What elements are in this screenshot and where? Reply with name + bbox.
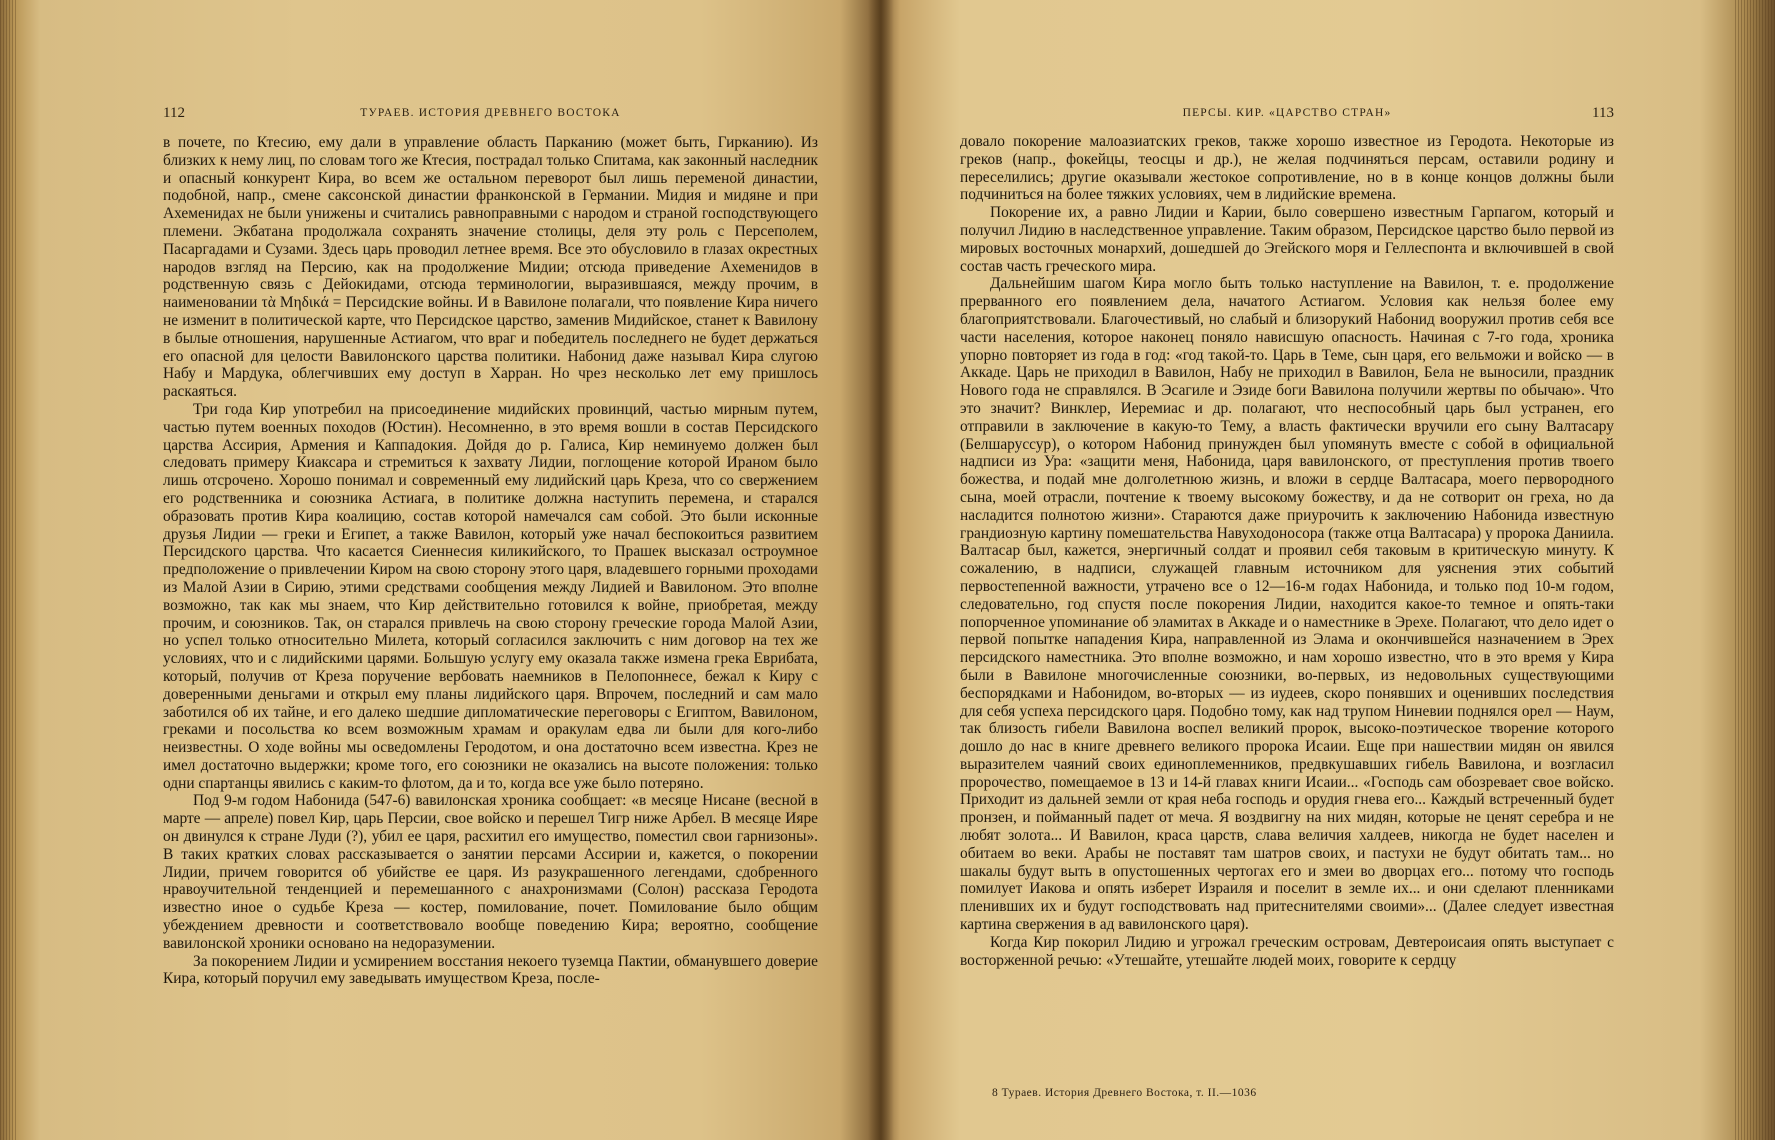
left-page-header	[163, 107, 818, 127]
right-paragraph-1: довало покорение малоазиатских греков, также хорошо известное из Геродота. Некоторые из греков (напр., фокейцы, теосцы и др.), не желая подчиняться персам, оставили родину и переселились; другие оказывали жестокое сопротивление, но в в конце концов должны были подчиниться на более тяжких условиях, чем в лидийские времена.	[960, 133, 1614, 204]
right-page-body	[960, 133, 1614, 969]
left-page-number: 112	[163, 105, 185, 121]
right-paragraph-2: Покорение их, а равно Лидии и Карии, было совершено известным Гарпагом, который и получил Лидию в наследственное управление. Таким образом, Персидское царство было первой из мировых восточных монархий, дошедшей до Эгейского моря и Геллеспонта и включившей в свой состав часть греческого мира.	[960, 204, 1614, 275]
right-paragraph-3: Дальнейшим шагом Кира могло быть только наступление на Вавилон, т. е. продолжение прерванного его появлением дела, начатого Астиагом. Условия как нельзя более ему благоприятствовали. Благочестивый, но слабый и близорукий Набонид вооружил против себя все части населения, которое наконец поняло нависшую опасность. Начиная с 7-го года, хроника упорно повторяет из года в год: «год такой-то. Царь в Теме, сын царя, его вельможи и войско — в Аккаде. Царь не приходил в Вавилон, Набу не приходил в Вавилон, Бела не выносили, праздник Нового года не справлялся. В Эсагиле и Эзиде боги Вавилона получили жертвы по обычаю». Что это значит? Винклер, Иеремиас и др. полагают, что неспособный царь был устранен, его отправили в заключение в какую-то Тему, а власть фактически вручили его сыну Валтасару (Белшаруссур), о котором Набонид принужден был упомянуть вместе с собой в официальной надписи из Ура: «защити меня, Набонида, царя вавилонского, от преступления против твоего божества, и подай мне долголетнюю жизнь, и вложи в сердце Валтасара, моего первородного сына, моей отрасли, почтение к твоему высокому божеству, и да не сотворит он греха, но да насладится полнотою жизни». Стараются даже приурочить к заключению Набонида известную грандиозную картину помешательства Навуходоносора (также отца Валтасара) у пророка Даниила. Валтасар был, кажется, энергичный солдат и проявил себя таковым в критическую минуту. К сожалению, в надписи, служащей главным источником для уяснения этих событий первостепенной важности, утрачено все о 12—16-м годах Набонида, и только под 10-м годом, следовательно, год спустя после покорения Лидии, находится какое-то темное и опять-таки попорченное упоминание об эламитах в Аккаде и о наместнике в Эрехе. Полагают, что дело идет о первой попытке нападения Кира, направленной из Элама и окончившейся назначением в Эрех персидского наместника. Это вполне возможно, и нам хорошо известно, что в это время у Кира были в Вавилоне многочисленные союзники, во-первых, из недовольных существующими беспорядками и Набонидом, во-вторых — из иудеев, скоро понявших и оценивших последствия для себя успеха персидского царя. Подобно тому, как над трупом Ниневии поднялся орел — Наум, так близость гибели Вавилона воспел великий пророк, высоко-поэтическое творение которого дошло до нас в книге древнего великого пророка Исаии. Еще при нашествии мидян он явился выразителем чаяний своих единоплеменников, предвкушавших гибель Вавилона, и возгласил пророчество, помещаемое в 13 и 14-й главах книги Исаии... «Господь сам обозревает свое войско. Приходит из дальней земли от края неба господь и орудия гнева его... Каждый встреченный будет пронзен, и пойманный падет от меча. Я воздвигну на них мидян, которые не ценят серебра и не любят золота... И Вавилон, краса царств, слава величия халдеев, никогда не будет населен и обитаем во веки. Арабы не поставят там шатров своих, и пастухи не будут обитать там... но шакалы будут выть в опустошенных чертогах его и змеи во дворцах его... потому что господь помилует Иакова и опять изберет Израиля и поселит в земле их... и они сделают пленниками пленивших их и будут господствовать над притеснителями своими»... (Далее следует известная картина свержения в ад вавилонского царя).	[960, 275, 1614, 934]
left-paragraph-2: Три года Кир употребил на присоединение мидийских провинций, частью мирным путем, частью путем военных походов (Юстин). Несомненно, в это время вошли в состав Персидского царства Ассирия, Армения и Каппадокия. Дойдя до р. Галиса, Кир неминуемо должен был следовать примеру Киаксара и стремиться к захвату Лидии, поглощение которой Ираном было лишь отсрочено. Хорошо понимал и современный ему лидийский царь Креза, что со свержением его родственника и союзника Астиага, в политике должна наступить перемена, и старался образовать против Кира коалицию, состав которой намечался сам собой. Это были исконные друзья Лидии — греки и Египет, а также Вавилон, который уже начал беспокоиться развитием Персидского царства. Что касается Сиеннесия киликийского, то Прашек высказал остроумное предположение о привлечении Киром на свою сторону этого царя, владевшего горными проходами из Малой Азии в Сирию, этими средствами сообщения между Лидией и Вавилоном. Это вполне возможно, так как мы знаем, что Кир действительно готовился к войне, приобретая, между прочим, и союзников. Так, он старался привлечь на свою сторону греческие города Малой Азии, но успел только относительно Милета, который согласился заключить с ним договор на тех же условиях, что и с лидийскими царями. Большую услугу ему оказала также измена грека Еврибата, который, получив от Креза поручение вербовать наемников в Пелопоннесе, бежал к Киру с доверенными деньгами и открыл ему планы лидийского царя. Впрочем, последний и сам мало заботился об их тайне, и его далеко шедшие дипломатические переговоры с Египтом, Вавилоном, греками и посольства ко всем возможным храмам и оракулам едва ли были для кого-либо неизвестны. О ходе войны мы осведомлены Геродотом, и она достаточно всем известна. Крез не имел достаточно выдержки; кроме того, его союзники не оказались на высоте положения: только одни спартанцы явились с каким-то флотом, да и то, когда все уже было потеряно.	[163, 400, 818, 792]
left-paragraph-1: в почете, по Ктесию, ему дали в управление область Парканию (может быть, Гирканию). Из близких к нему лиц, по словам того же Ктесия, пострадал только Спитама, как законный наследник и опасный конкурент Кира, во всем же остальном переворот был лишь переменой династии, подобной, напр., смене саксонской династии франконской в Германии. Мидия и мидяне и при Ахеменидах не были унижены и считались равноправными с народом и страной господствующего племени. Экбатана продолжала сохранять значение столицы, деля эту роль с Персеполем, Пасаргадами и Сузами. Здесь царь проводил летнее время. Все это обусловило в глазах окрестных народов взгляд на Персию, как на продолжение Мидии; отсюда приведение Ахеменидов в родственную связь с Дейокидами, отсюда терминологии, выразившаяся, между прочим, в наименовании τὰ Μηδικά = Персидские войны. И в Вавилоне полагали, что появление Кира ничего не изменит в политической карте, что Персидское царство, заменив Мидийское, станет к Вавилону в былые отношения, нарушенные Астиагом, что враг и победитель последнего не будет держаться его опасной для целости Вавилонского царства политики. Набонид даже называл Кира слугою Набу и Мардука, облегчивших ему доступ в Харран. Но чрез несколько лет ему пришлось раскаяться.	[163, 134, 818, 401]
left-paragraph-4: За покорением Лидии и усмирением восстания некоего туземца Пактии, обманувшего доверие Кира, который поручил ему заведывать имуществом Креза, после-	[163, 952, 818, 988]
right-paragraph-4: Когда Кир покорил Лидию и угрожал греческим островам, Девтероисаия опять выступает с восторженной речью: «Утешайте, утешайте людей моих, говорите к сердцу	[960, 933, 1614, 969]
right-page-number: 113	[1592, 105, 1614, 121]
right-page	[894, 0, 1775, 1140]
right-running-head: ПЕРСЫ. КИР. «ЦАРСТВО СТРАН»	[1182, 107, 1392, 119]
left-page	[0, 0, 880, 1140]
left-running-head: ТУРАЕВ. ИСТОРИЯ ДРЕВНЕГО ВОСТОКА	[360, 107, 621, 119]
left-paragraph-3: Под 9-м годом Набонида (547-6) вавилонская хроника сообщает: «в месяце Нисане (весной в марте — апреле) повел Кир, царь Персии, свое войско и перешел Тигр ниже Арбел. В месяце Ияре он двинулся к стране Луди (?), убил ее царя, расхитил его имущество, поместил свои гарнизоны». В таких кратких словах рассказывается о занятии персами Ассирии и, кажется, о покорении Лидии, причем говорится об убийстве ее царя. Из разукрашенного легендами, сдобренного нравоучительной тенденцией и перемешанного с анахронизмами (Солон) рассказа Геродота известно иное о судьбе Креза — костер, помилование, почет. Помилование было общим убеждением древности и соответствовало вообще поведению Кира; вероятно, сообщение вавилонской хроники основано на недоразумении.	[163, 792, 818, 952]
right-page-footer: 8 Тураев. История Древнего Востока, т. II.—1036	[992, 1087, 1257, 1099]
right-page-header	[960, 107, 1614, 127]
left-page-body	[163, 134, 818, 988]
